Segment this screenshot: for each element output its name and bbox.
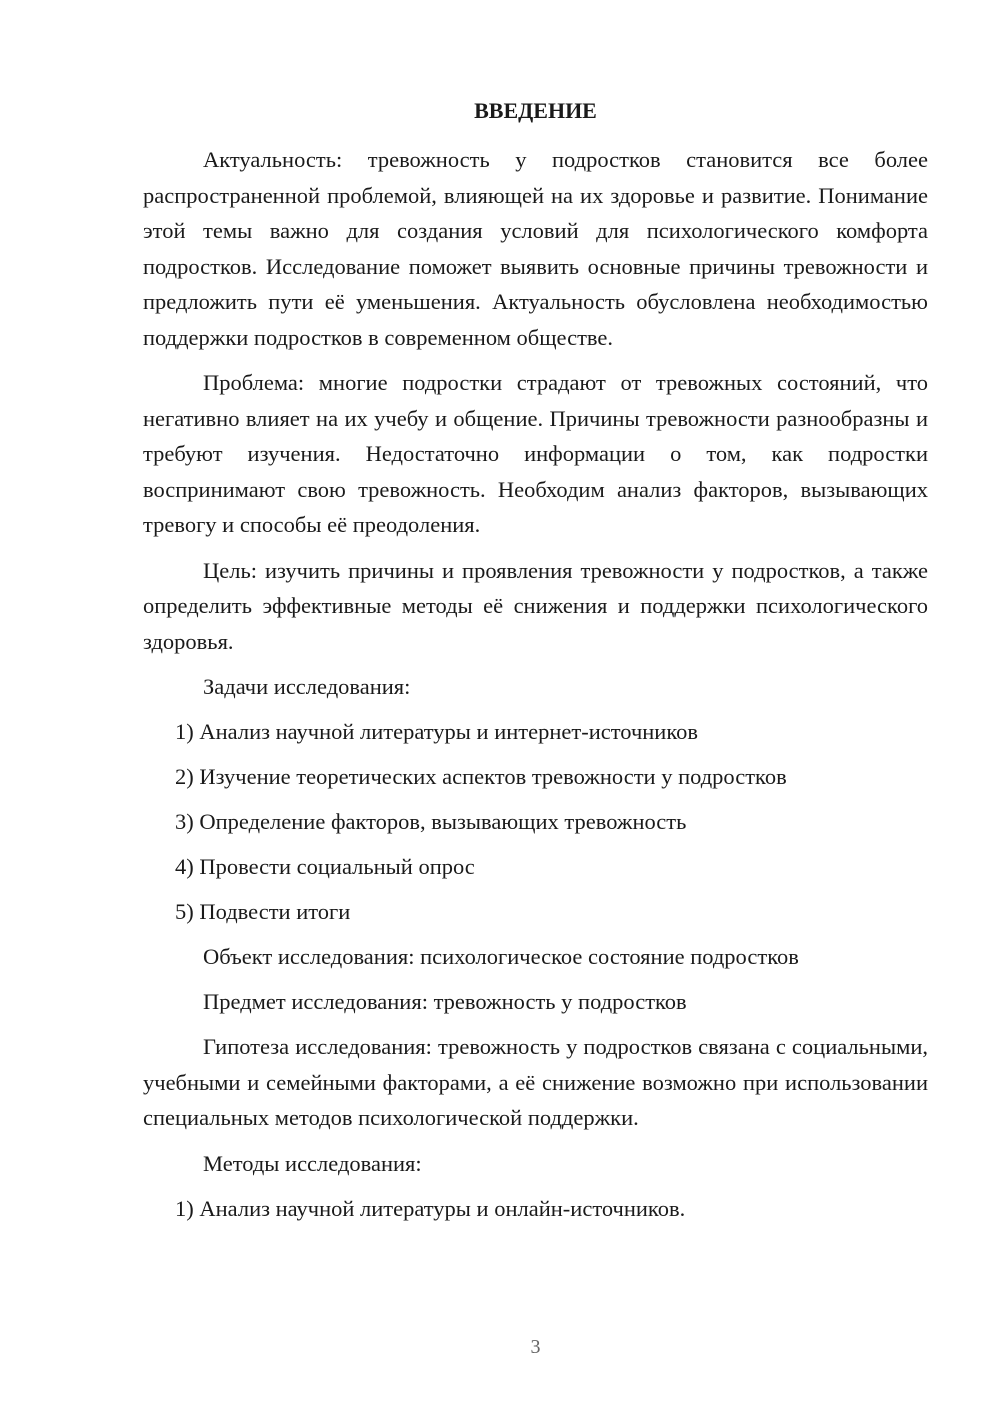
task-item: 2) Изучение теоретических аспектов тревожности у подростков xyxy=(175,764,787,789)
tasks-heading: Задачи исследования: xyxy=(203,674,411,699)
task-item: 4) Провести социальный опрос xyxy=(175,854,475,879)
object-line: Объект исследования: психологическое состояние подростков xyxy=(203,944,799,969)
task-item: 1) Анализ научной литературы и интернет-источников xyxy=(175,719,699,744)
goal-paragraph: Цель: изучить причины и проявления тревожности у подростков, а также определить эффективные методы её снижения и поддержки психологического здоровья. xyxy=(143,557,928,654)
methods-heading: Методы исследования: xyxy=(203,1150,422,1176)
document-body xyxy=(143,142,928,1236)
method-item: 1) Анализ научной литературы и онлайн-источников. xyxy=(175,1195,686,1221)
problem-paragraph: Проблема: многие подростки страдают от тревожных состояний, что негативно влияет на их учебу и общение. Причины тревожности разнообразны и требуют изучения. Недостаточно информации о том, как подростки воспринимают свою тревожность. Необходим анализ факторов, вызывающих тревогу и способы её преодоления. xyxy=(143,370,928,537)
task-item: 3) Определение факторов, вызывающих тревожность xyxy=(175,809,687,834)
section-title: ВВЕДЕНИЕ xyxy=(474,98,597,123)
subject-line: Предмет исследования: тревожность у подростков xyxy=(203,989,687,1014)
page-number: 3 xyxy=(530,1336,541,1358)
relevance-paragraph: Актуальность: тревожность у подростков становится все более распространенной проблемой, влияющей на их здоровье и развитие. Понимание этой темы важно для создания условий для психологического комфорта подростков. Исследование поможет выявить основные причины тревожности и предложить пути её уменьшения. Актуальность обусловлена необходимостью поддержки подростков в современном обществе. xyxy=(143,147,928,350)
task-item: 5) Подвести итоги xyxy=(175,899,351,924)
document-page xyxy=(143,0,928,1414)
hypothesis-paragraph: Гипотеза исследования: тревожность у подростков связана с социальными, учебными и семейными факторами, а её снижение возможно при использовании специальных методов психологической поддержки. xyxy=(143,1034,928,1130)
